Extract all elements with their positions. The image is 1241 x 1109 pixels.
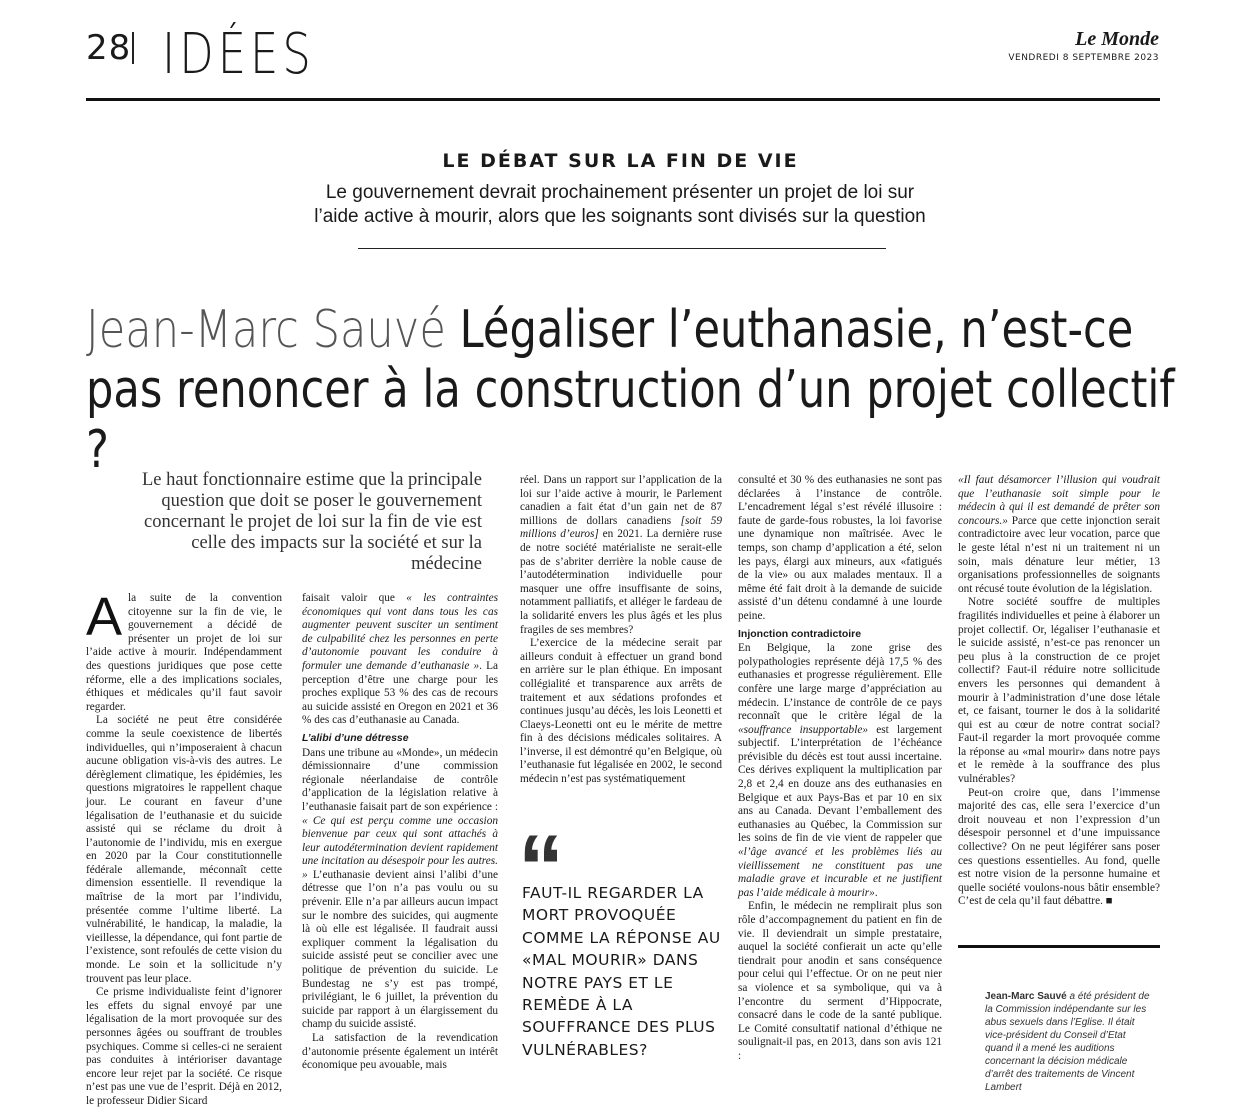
headline-author: Jean-Marc Sauvé (86, 300, 446, 360)
issue-date: VENDREDI 8 SEPTEMBRE 2023 (1008, 53, 1159, 63)
article-column-5 (958, 474, 1160, 909)
paragraph: En Belgique, la zone grise des polypathologies représente déjà 17,5 % des euthanasies et progresse régulièrement. Elle confère une large marge d’appréciation au médecin. L’instance de contrôle de ce pays reconnaît que le critère légal de la «souffrance insupportable» est largement subjectif. L’interprétation de l’échéance prévisible du décès est tout aussi incertaine. Ces dérives expliquent la multiplication par 2,8 et 2,4 en douze ans des euthanasies en Belgique et aux Pays-Bas et par 10 en six ans au Canada. Devant l’emballement des euthanasies au Québec, la Commission sur les soins de fin de vie vient de rappeler que «l’âge avancé et les problèmes liés au vieillissement ne constituent pas une maladie grave et incurable et ne justifient pas l’aide médicale à mourir». (738, 642, 943, 899)
headline-title: Légaliser l’euthanasie, n’est-ce pas renoncer à la construction d’un projet collectif ? (86, 300, 1175, 480)
paragraph: Enfin, le médecin ne remplirait plus son rôle d’accompagnement du patient en fin de vie. Il deviendrait un simple prestataire, auquel la société confierait un acte qu’elle tiendrait pour anodin et sans conséquence pour celui qui l’effectue. Or on ne peut nier sa violence et sa symbolique, qui va à l’encontre du serment d’Hippocrate, consacré dans le code de la santé publique. Le Comité consultatif national d’éthique ne soulignait-il pas, en 2013, dans son avis 121 : (738, 900, 942, 1062)
section-title: IDÉES (162, 22, 315, 87)
article-lede: Le haut fonctionnaire estime que la principale question que doit se poser le gouvernement concernant le projet de loi sur la fin de vie est celle des impacts sur la société et sur la médecine (141, 470, 482, 574)
bio-rule (958, 945, 1160, 948)
paragraph: réel. Dans un rapport sur l’application de la loi sur l’aide active à mourir, le Parlement canadien a fait état d’un gain net de 87 millions de dollars canadiens [soit 59 millions d’euros] en 2021. La dernière ruse de notre société matérialiste ne serait-elle pas de s’abriter derrière la noble cause de l’autodétermination individuelle pour masquer une offre insuffisante de soins, notamment palliatifs, et alléger le fardeau de la solidarité envers les plus âgés et les plus fragiles de ses membres? (520, 474, 722, 636)
quote-mark-icon: “ (518, 817, 564, 919)
page-number: 28 (86, 28, 132, 68)
paragraph: Peut-on croire que, dans l’immense majorité des cas, elle sera l’exercice d’un droit nouveau et non l’expression d’un désespoir personnel et d’une impuissance collective? On ne peut légiférer sans poser ces questions essentielles. Au fond, quelle est notre vision de la personne humaine et quelle société voulons-nous bâtir ensemble? C’est de cela qu’il faut débattre. ■ (958, 786, 1160, 908)
article-column-1 (86, 587, 282, 1109)
bio-name: Jean-Marc Sauvé (985, 991, 1067, 1002)
article-column-3 (520, 474, 722, 787)
header-rule (86, 98, 1160, 101)
paragraph: «Il faut désamorcer l’illusion qui voudrait que l’euthanasie soit simple pour le médecin à qui il est demandé de prêter son concours.» Parce que cette injonction serait contradictoire avec leur vocation, parce que le geste létal n’est ni un traitement ni un soin, mais dénature leur métier, 13 organisations professionnelles de soignants ont récusé toute évolution de la législation. (958, 474, 1160, 595)
paragraph: consulté et 30 % des euthanasies ne sont pas déclarées à l’instance de contrôle. L’encadrement légal s’est révélé illusoire : faute de garde-fous robustes, la loi favorise une dynamique non maîtrisée. Avec le temps, son champ d’application a été, selon les pays, élargi aux mineurs, aux «fatigués de la vie» ou aux malades mentaux. Il a même été fait droit à la demande de suicide assisté d’un détenu condamné à une lourde peine. (738, 474, 942, 622)
paragraph: Dans une tribune au «Monde», un médecin démissionnaire d’une commission régionale néerlandaise de contrôle d’application de la législation relative à l’euthanasie faisait part de son expérience : « Ce qui est perçu comme une occasion bienvenue par ceux qui sont attachés à leur autodétermination devient rapidement une incitation au désespoir pour les autres. » L’euthanasie devient ainsi l’alibi d’une détresse que l’on n’a pas voulu ou su prévenir. Elle n’a par ailleurs aucun impact sur le nombre des suicides, qui augmente là où elle est légalisée. Il faudrait aussi expliquer comment la légalisation du suicide assisté peut se concilier avec une politique de prévention du suicide. Le Bundestag ne s’y est pas trompé, privilégiant, le 6 juillet, la prévention du suicide par rapport à un élargissement du champ du suicide assisté. (302, 746, 498, 1031)
pull-quote: FAUT-IL REGARDER LA MORT PROVOQUÉE COMME LA RÉPONSE AU «MAL MOURIR» DANS NOTRE PAYS ET LE REMÈDE À LA SOUFFRANCE DES PLUS VULNÉRABLES? (522, 884, 721, 1059)
paragraph: Ala suite de la convention citoyenne sur la fin de vie, le gouvernement a décidé de présenter un projet de loi sur l’aide active à mourir. Indépendamment des questions juridiques que pose cette réforme, elle a des implications sociales, éthiques et médicales qu’il faut savoir regarder. (86, 587, 282, 713)
paragraph: La société ne peut être considérée comme la seule coexistence de libertés individuelles, qui n’imposeraient à chacun aucune obligation vis-à-vis des autres. Le dérèglement climatique, les épidémies, les questions migratoires le rappellent chaque jour. Le courant en faveur d’une légalisation de l’euthanasie et du suicide assisté qui se réclame du droit à l’autonomie de l’individu, mis en exergue en 2020 par la Cour constitutionnelle fédérale allemande, méconnaît cette dimension essentielle. Il revendique la maîtrise de la mort par l’individu, présentée comme l’ultime liberté. La vulnérabilité, le handicap, la maladie, la vieillesse, la dépendance, qui font partie de l’existence, sont refoulés de cette vision du monde. Le soin et la sollicitude n’y trouvent pas leur place. (86, 714, 282, 985)
debate-rule (358, 248, 886, 249)
subheading: Injonction contradictoire (738, 627, 862, 640)
bio-text: a été président de la Commission indépendante sur les abus sexuels dans l’Eglise. Il était vice-président du Conseil d’Etat quand il a mené les auditions concernant la décision médicale d’arrêt des traitements de Vincent Lambert (985, 991, 1150, 1093)
newspaper-logo: Le Monde (1075, 28, 1159, 50)
author-bio (985, 990, 1155, 1094)
paragraph: La satisfaction de la revendication d’autonomie présente également un intérêt économique peu avouable, mais (302, 1032, 498, 1072)
debate-subtitle: Le gouvernement devrait prochainement présenter un projet de loi sur l’aide active à mourir, alors que les soignants sont divisés sur la question (314, 182, 926, 227)
debate-title: LE DÉBAT SUR LA FIN DE VIE (442, 150, 799, 172)
paragraph: Notre société souffre de multiples fragilités individuelles et peine à élaborer un projet collectif. Or, légaliser l’euthanasie et le suicide assisté, n’est-ce pas renoncer un peu plus à la construction de ce projet collectif? Faut-il réduire notre sollicitude envers les personnes qui demandent à mourir à l’administration d’une dose létale et, ce faisant, tourner le dos à la solidarité qui est au cœur de notre contrat social? Faut-il regarder la mort provoquée comme la réponse au «mal mourir» dans notre pays et le remède à la souffrance des plus vulnérables? (958, 596, 1160, 786)
subheading: L’alibi d’une détresse (302, 731, 409, 744)
page-number-divider (132, 32, 134, 64)
article-column-4 (738, 474, 942, 1064)
article-column-2 (302, 592, 498, 1073)
paragraph: faisait valoir que « les contraintes économiques qui vont dans tous les cas augmenter peuvent susciter un sentiment de culpabilité chez les personnes en perte d’autonomie pouvant les conduire à formuler une demande d’euthanasie ». La perception d’être une charge pour les proches explique 53 % des cas de recours au suicide assisté en Oregon en 2021 et 36 % des cas d’euthanasie au Canada. (302, 592, 498, 727)
paragraph: Ce prisme individualiste feint d’ignorer les effets du signal envoyé par une légalisation de la mort provoquée sur des personnes âgées ou souffrant de troubles psychiques. Comme si celles-ci ne seraient pas conduites à intérioriser davantage encore leur rejet par la société. Ce risque n’est pas une vue de l’esprit. Déjà en 2012, le professeur Didier Sicard (86, 986, 282, 1107)
headline (86, 300, 1176, 480)
drop-cap: A (86, 587, 123, 647)
paragraph: L’exercice de la médecine serait par ailleurs conduit à effectuer un grand bond en arrière sur le plan éthique. En imposant collégialité et transparence aux arrêts de traitement et aux sédations profondes et continues jusqu’au décès, les lois Leonetti et Claeys-Leonetti ont eu le mérite de mettre fin à des décisions médicales solitaires. A l’inverse, il est démontré qu’en Belgique, où l’euthanasie fut légalisée en 2002, le second médecin n’est pas systématiquement (520, 637, 722, 786)
